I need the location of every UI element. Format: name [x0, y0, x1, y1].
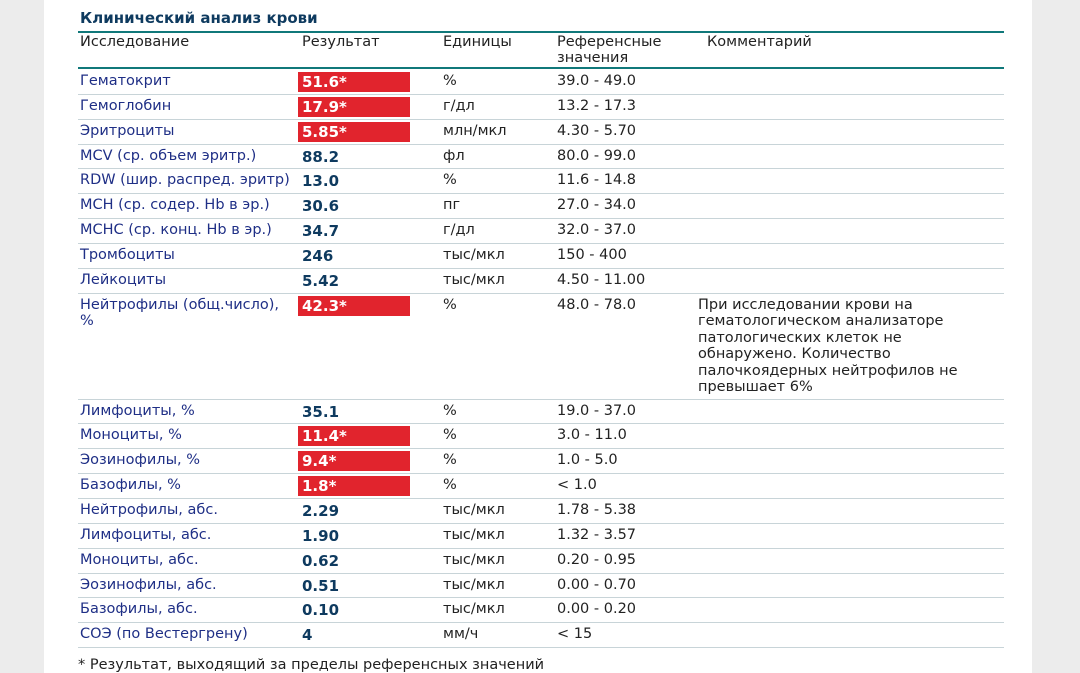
reference-range: 13.2 - 17.3	[557, 97, 637, 114]
result-unit: млн/мкл	[443, 122, 507, 139]
column-header-reference	[557, 34, 661, 66]
test-name: Гемоглобин	[80, 97, 172, 114]
result-value-flagged: 11.4*	[298, 426, 410, 446]
reference-range: 1.32 - 3.57	[557, 526, 637, 543]
result-unit: %	[443, 172, 457, 189]
reference-range: 3.0 - 11.0	[557, 427, 627, 444]
footnote: * Результат, выходящий за пределы референсных значений	[78, 657, 545, 673]
result-unit: тыс/мкл	[443, 271, 505, 288]
result-value: 1.90	[302, 526, 340, 545]
result-value: 0.62	[302, 551, 340, 570]
test-name: Нейтрофилы (общ.число), %	[80, 296, 280, 330]
test-name: Эозинофилы, абс.	[80, 576, 217, 593]
table-row	[78, 549, 1004, 574]
report-title: Клинический анализ крови	[80, 9, 318, 27]
result-unit: г/дл	[443, 222, 475, 239]
test-name: Эритроциты	[80, 122, 175, 139]
result-unit: тыс/мкл	[443, 551, 505, 568]
result-comment: При исследовании крови на гематологическом анализаторе патологических клеток не обнаружено. Количество палочкоядерных нейтрофилов не превышает 6%	[698, 296, 958, 396]
result-unit: %	[443, 73, 457, 89]
table-row	[78, 400, 1004, 425]
result-unit: тыс/мкл	[443, 601, 505, 618]
result-value: 5.42	[302, 271, 340, 290]
result-value: 4	[302, 626, 313, 645]
test-name: Базофилы, абс.	[80, 601, 198, 618]
result-value: 30.6	[302, 197, 340, 216]
reference-range: 11.6 - 14.8	[557, 172, 637, 189]
result-unit: тыс/мкл	[443, 526, 505, 543]
test-name: RDW (шир. распред. эритр)	[80, 172, 290, 189]
test-name: Гематокрит	[80, 73, 171, 89]
reference-range: 0.20 - 0.95	[557, 551, 637, 568]
reference-range: 1.78 - 5.38	[557, 501, 637, 518]
table-row	[78, 524, 1004, 549]
table-row	[78, 120, 1004, 145]
column-header-units: Единицы	[443, 34, 512, 50]
result-value-flagged: 42.3*	[298, 296, 410, 316]
result-unit: тыс/мкл	[443, 501, 505, 518]
test-name: Лейкоциты	[80, 271, 167, 288]
test-name: Моноциты, абс.	[80, 551, 199, 568]
result-value-flagged: 5.85*	[298, 122, 410, 142]
test-name: СОЭ (по Вестергрену)	[80, 626, 248, 643]
table-row	[78, 294, 1004, 400]
reference-range: 4.50 - 11.00	[557, 271, 646, 288]
result-unit: %	[443, 452, 457, 469]
column-header-result: Результат	[302, 34, 380, 50]
result-value: 34.7	[302, 222, 340, 241]
result-unit: %	[443, 427, 457, 444]
table-row	[78, 499, 1004, 524]
result-value-flagged: 9.4*	[298, 451, 410, 471]
reference-range: 39.0 - 49.0	[557, 73, 637, 89]
reference-range: 0.00 - 0.70	[557, 576, 637, 593]
reference-range: 4.30 - 5.70	[557, 122, 637, 139]
result-unit: тыс/мкл	[443, 576, 505, 593]
table-row	[78, 145, 1004, 170]
reference-range: < 15	[557, 626, 593, 643]
result-value: 0.51	[302, 576, 340, 595]
table-row	[78, 219, 1004, 244]
result-unit: г/дл	[443, 97, 475, 114]
reference-range: < 1.0	[557, 477, 597, 494]
column-header-name: Исследование	[80, 34, 190, 50]
reference-range: 32.0 - 37.0	[557, 222, 637, 239]
table-row	[78, 424, 1004, 449]
test-name: Тромбоциты	[80, 246, 175, 263]
table-row	[78, 95, 1004, 120]
table-row	[78, 449, 1004, 474]
column-header-reference-line2: значения	[557, 50, 629, 66]
result-unit: фл	[443, 147, 465, 164]
result-unit: пг	[443, 197, 461, 214]
result-value: 88.2	[302, 147, 340, 166]
result-value: 35.1	[302, 402, 340, 421]
test-name: Лимфоциты, %	[80, 402, 195, 419]
result-value: 246	[302, 246, 334, 265]
result-value-flagged: 1.8*	[298, 476, 410, 496]
test-name: Эозинофилы, %	[80, 452, 201, 469]
table-row	[78, 70, 1004, 95]
table-row	[78, 169, 1004, 194]
table-header	[78, 31, 1004, 69]
result-unit: %	[443, 296, 457, 313]
reference-range: 80.0 - 99.0	[557, 147, 637, 164]
reference-range: 0.00 - 0.20	[557, 601, 637, 618]
report-page	[44, 0, 1032, 673]
test-name: Лимфоциты, абс.	[80, 526, 212, 543]
result-value: 0.10	[302, 601, 340, 620]
table-row	[78, 269, 1004, 294]
result-unit: тыс/мкл	[443, 246, 505, 263]
table-row	[78, 623, 1004, 648]
test-name: Нейтрофилы, абс.	[80, 501, 218, 518]
reference-range: 1.0 - 5.0	[557, 452, 618, 469]
result-value: 13.0	[302, 172, 340, 191]
table-row	[78, 598, 1004, 623]
table-row	[78, 574, 1004, 599]
test-name: MCH (ср. содер. Hb в эр.)	[80, 197, 270, 214]
result-value-flagged: 51.6*	[298, 72, 410, 92]
reference-range: 19.0 - 37.0	[557, 402, 637, 419]
results-table	[78, 70, 1004, 648]
table-row	[78, 244, 1004, 269]
test-name: MCHC (ср. конц. Hb в эр.)	[80, 222, 272, 239]
column-header-comment: Комментарий	[707, 34, 812, 50]
reference-range: 150 - 400	[557, 246, 627, 263]
test-name: Базофилы, %	[80, 477, 181, 494]
result-value: 2.29	[302, 501, 340, 520]
reference-range: 48.0 - 78.0	[557, 296, 637, 313]
test-name: MCV (ср. объем эритр.)	[80, 147, 257, 164]
reference-range: 27.0 - 34.0	[557, 197, 637, 214]
test-name: Моноциты, %	[80, 427, 182, 444]
result-unit: %	[443, 402, 457, 419]
result-unit: %	[443, 477, 457, 494]
table-row	[78, 474, 1004, 499]
table-row	[78, 194, 1004, 219]
result-value-flagged: 17.9*	[298, 97, 410, 117]
column-header-reference-line1: Референсные	[557, 34, 662, 50]
result-unit: мм/ч	[443, 626, 479, 643]
